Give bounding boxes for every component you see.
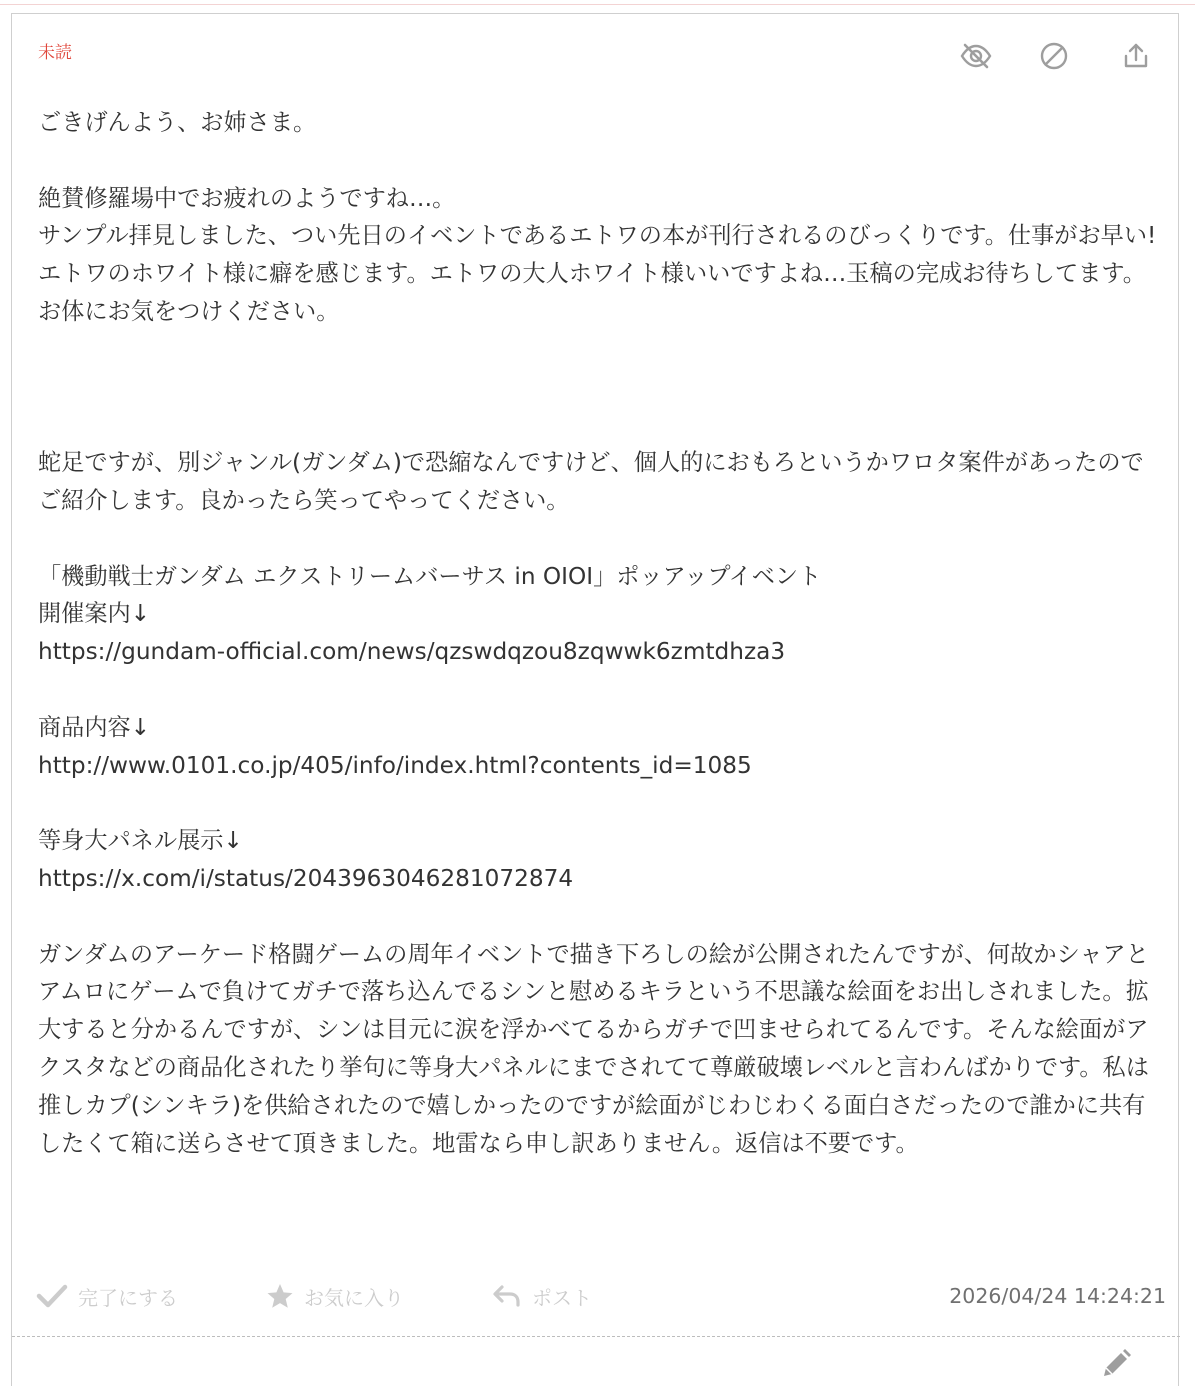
star-icon (266, 1283, 294, 1309)
hide-button[interactable] (958, 38, 994, 74)
card-footer-actions (36, 1276, 1166, 1316)
post-label: ポスト (532, 1285, 592, 1310)
message-card (11, 13, 1179, 1386)
message-timestamp: 2026/04/24 14:24:21 (949, 1284, 1166, 1308)
favorite-label: お気に入り (304, 1285, 404, 1310)
pencil-icon (1100, 1348, 1132, 1380)
check-icon (36, 1283, 68, 1309)
reply-icon (492, 1284, 522, 1308)
edit-button[interactable] (1096, 1344, 1136, 1384)
eye-off-icon (960, 42, 992, 70)
share-icon (1123, 42, 1149, 70)
block-icon (1039, 41, 1069, 71)
mark-done-label: 完了にする (78, 1285, 178, 1310)
message-body: ごきげんよう、お姉さま。 絶賛修羅場中でお疲れのようですね…。 サンプル拝見しました、つい先日のイベントであるエトワの本が刊行されるのびっくりです。仕事がお早い!エトワのホワイト様に癖を感じます。エトワの大人ホワイト様いいですよね…玉稿の完成お待ちしてます。お体にお気をつけください。 蛇足ですが、別ジャンル(ガンダム)で恐縮なんですけど、個人的におもろというかワロタ案件があったのでご紹介します。良かったら笑ってやってください。 「機動戦士ガンダム エクストリームバーサス in OIOI」ポッアップイベント 開催案内↓ https://gundam-official.com/news/qzswdqzou8zqwwk6zmtdhza3 商品内容↓ http://www.0101.co.jp/405/info/index.html?contents_id=1085 等身大パネル展示↓ https://x.com/i/status/2043963046281072874 ガンダムのアーケード格闘ゲームの周年イベントで描き下ろしの絵が公開されたんですが、何故かシャアとアムロにゲームで負けてガチで落ち込んでるシンと慰めるキラという不思議な絵面をお出しされました。拡大すると分かるんですが、シンは目元に涙を浮かべてるからガチで凹ませられてるんです。そんな絵面がアクスタなどの商品化されたり挙句に等身大パネルにまでされてて尊厳破壊レベルと言わんばかりです。私は推しカプ(シンキラ)を供給されたので嬉しかったのですが絵面がじわじわくる面白さだったので誰かに共有したくて箱に送らさせて頂きました。地雷なら申し訳ありません。返信は不要です。 (38, 109, 1157, 1157)
block-button[interactable] (1036, 38, 1072, 74)
dashed-divider (12, 1336, 1180, 1337)
post-button[interactable] (492, 1276, 592, 1316)
mark-done-button[interactable] (36, 1276, 178, 1316)
favorite-button[interactable] (266, 1276, 404, 1316)
share-button[interactable] (1118, 38, 1154, 74)
top-divider (0, 4, 1195, 5)
unread-status-label: 未読 (38, 43, 72, 63)
